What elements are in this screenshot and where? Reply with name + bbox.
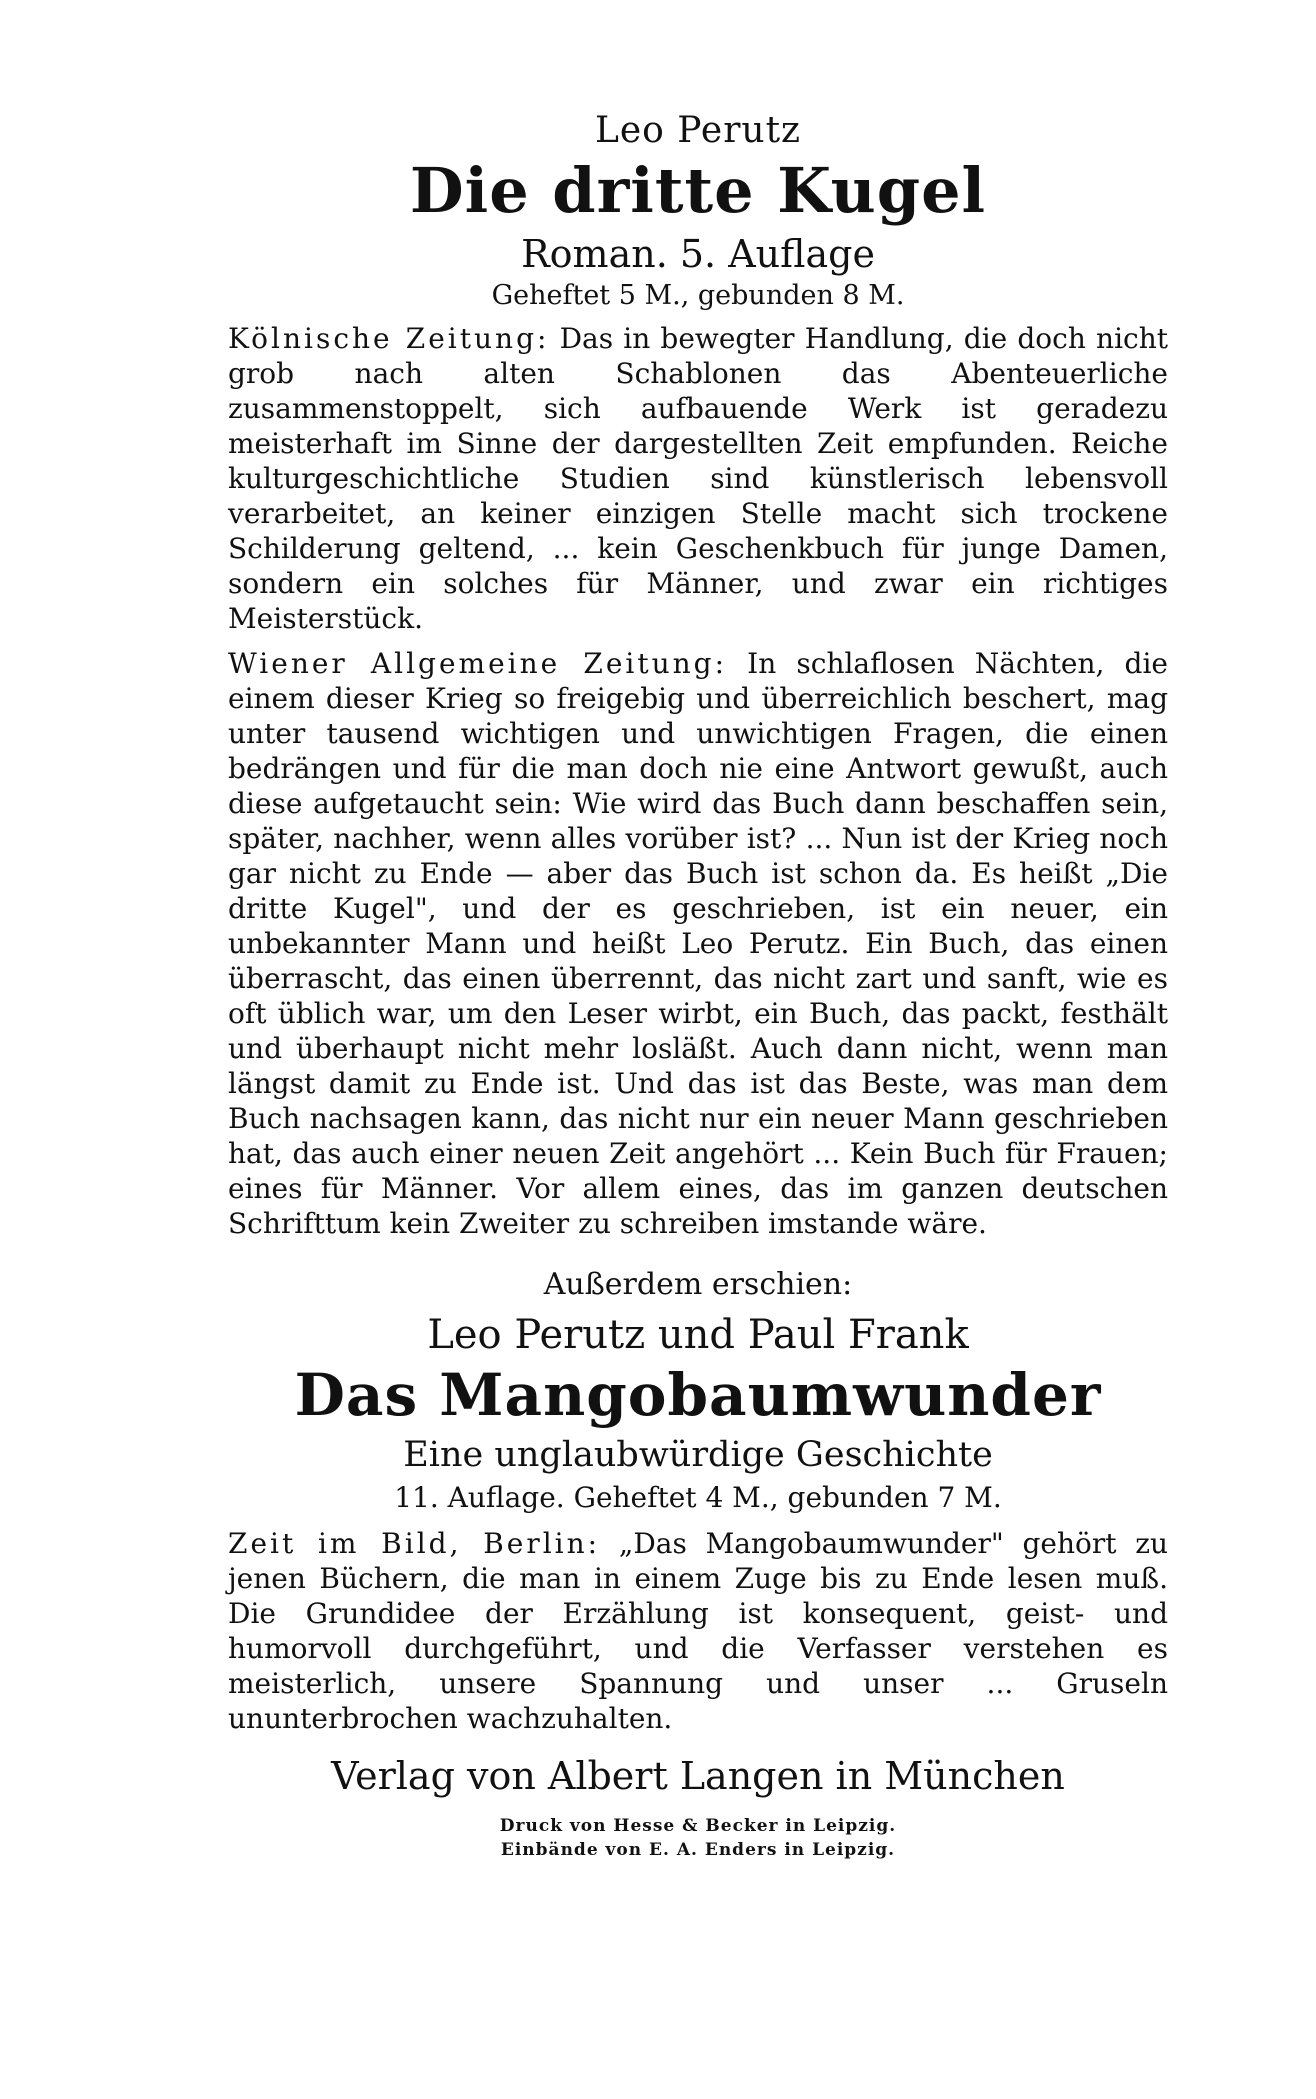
book1-price: Geheftet 5 M., gebunden 8 M. — [491, 280, 905, 312]
book2-price: 11. Auflage. Geheftet 4 M., gebunden 7 M. — [394, 1480, 1002, 1514]
binder-line: Einbände von E. A. Enders in Leipzig. — [500, 1839, 896, 1860]
book2-subtitle: Eine unglaubwürdige Geschichte — [403, 1434, 993, 1475]
review-koelnische-zeitung — [228, 321, 1168, 636]
review-zeit-im-bild — [228, 1526, 1168, 1736]
review-source: Zeit im Bild, Berlin: — [228, 1526, 601, 1560]
review-text: In schlaflosen Nächten, die einem dieser Krieg so freigebig und überreichlich beschert, mag unter tausend wichtigen und unwichtigen Fragen, die einen bedrängen und für die man doch nie eine Antwort gewußt, auch diese aufgetaucht sein: Wie wird das Buch dann beschaffen sein, später, nachher, wenn alles vorüber ist? ... Nun ist der Krieg noch gar nicht zu Ende — aber das Buch ist schon da. Es heißt „Die dritte Kugel", und der es geschrieben, ist ein neuer, ein unbekannter Mann und heißt Leo Perutz. Ein Buch, das einen überrascht, das einen überrennt, das nicht zart und sanft, wie es oft üblich war, um den Leser wirbt, ein Buch, das packt, festhält und überhaupt nicht mehr losläßt. Auch dann nicht, wenn man längst damit zu Ende ist. Und das ist das Beste, was man dem Buch nachsagen kann, das nicht nur ein neuer Mann geschrieben hat, das auch einer neuen Zeit angehört ... Kein Buch für Frauen; eines für Männer. Vor allem eines, das im ganzen deutschen Schrifttum kein Zweiter zu schreiben imstande wäre. — [228, 647, 1169, 1241]
review-wiener-allgemeine-zeitung — [228, 646, 1168, 1241]
printer-line: Druck von Hesse & Becker in Leipzig. — [499, 1815, 897, 1836]
review-text: Das in bewegter Handlung, die doch nicht grob nach alten Schablonen das Abenteuerliche zusammenstoppelt, sich aufbauende Werk ist geradezu meisterhaft im Sinne der dargestellten Zeit empfunden. Reiche kulturgeschichtliche Studien sind künstlerisch lebensvoll verarbeitet, an keiner einzigen Stelle macht sich trockene Schilderung geltend, ... kein Geschenkbuch für junge Damen, sondern ein solches für Männer, und zwar ein richtiges Meisterstück. — [228, 322, 1168, 636]
book2-title: Das Mangobaumwunder — [294, 1361, 1102, 1430]
review-source: Kölnische Zeitung: — [228, 322, 550, 356]
book1-author: Leo Perutz — [594, 110, 802, 151]
book1-title: Die dritte Kugel — [409, 154, 987, 227]
also-published-label: Außerdem erschien: — [543, 1267, 853, 1303]
review-source: Wiener Allgemeine Zeitung: — [228, 647, 728, 681]
publisher-line: Verlag von Albert Langen in München — [331, 1753, 1065, 1798]
book1-subtitle: Roman. 5. Auflage — [521, 232, 875, 277]
review-text: „Das Mangobaumwunder" gehört zu jenen Büchern, die man in einem Zuge bis zu Ende lesen muß. Die Grundidee der Erzählung ist konsequent, geist- und humorvoll durchgeführt, und die Verfasser verstehen es meisterlich, unsere Spannung und unser ... Gruseln ununterbrochen wachzuhalten. — [228, 1526, 1168, 1735]
book2-author: Leo Perutz und Paul Frank — [427, 1312, 969, 1359]
advertisement-page — [228, 110, 1168, 1862]
